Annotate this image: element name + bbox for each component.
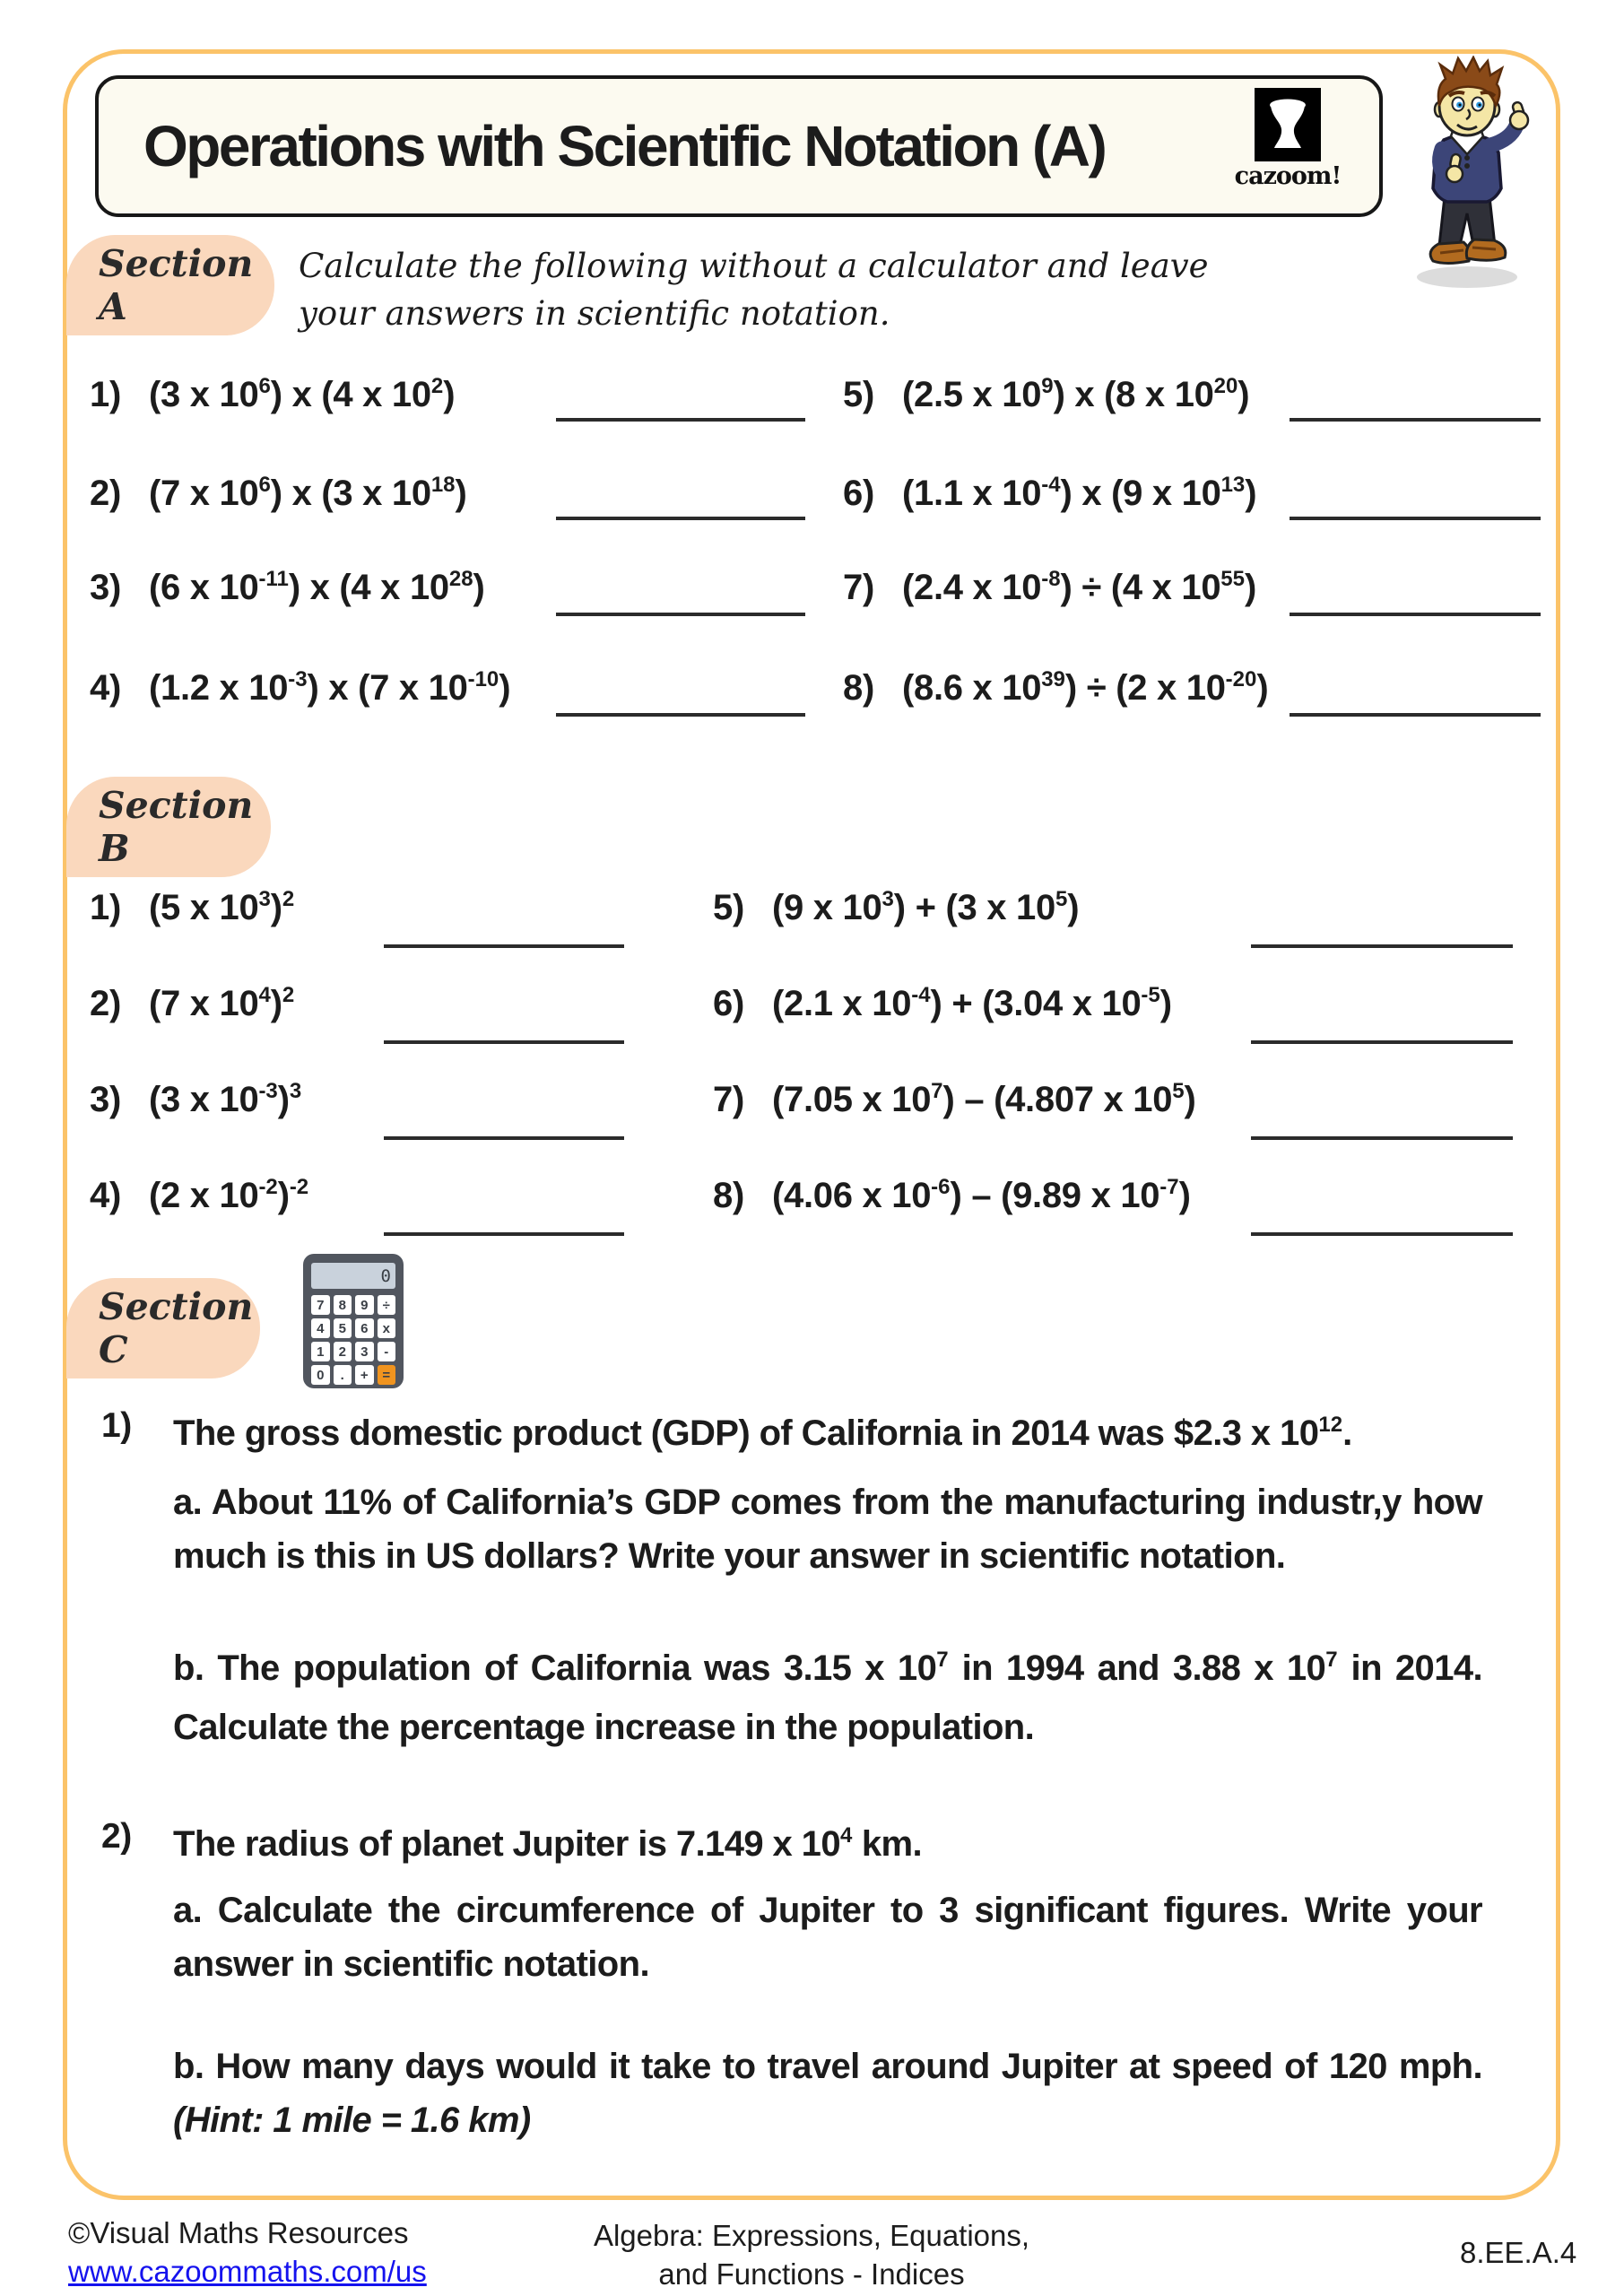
problem-number: 6) xyxy=(843,474,874,513)
problem-row xyxy=(90,888,294,928)
problem-number: 3) xyxy=(90,568,121,607)
mascot-boy-illustration xyxy=(1388,56,1545,293)
answer-line xyxy=(1251,1136,1513,1140)
page-title: Operations with Scientific Notation (A) xyxy=(143,114,1106,178)
answer-line xyxy=(1251,1232,1513,1236)
answer-line xyxy=(556,418,805,422)
problem-number: 5) xyxy=(843,375,874,414)
problem-row xyxy=(843,375,1249,415)
problem-expression: (1.1 x $10^{-4}$) x (9 x $10^{13}$) xyxy=(902,473,1257,513)
answer-line xyxy=(556,517,805,520)
calculator-icon xyxy=(303,1254,404,1388)
problem-row xyxy=(843,568,1256,608)
answer-line xyxy=(384,1136,624,1140)
calc-key: x xyxy=(378,1318,396,1338)
problem-expression: (2.1 x $10^{-4}) + (3.04$ x $10^{-5}$) xyxy=(772,983,1172,1023)
problem-expression: (2 x $10^{-2})^{-2}$ xyxy=(149,1175,309,1215)
section-b-label-text: Section B xyxy=(99,784,254,870)
problem-number: 2) xyxy=(101,1817,132,1856)
problem-expression: (3 x $10^6$) x (4 x $10^2$) xyxy=(149,374,456,414)
answer-line xyxy=(384,944,624,948)
calc-key: 6 xyxy=(355,1318,374,1338)
calc-key: 9 xyxy=(355,1295,374,1315)
problem-number: 7) xyxy=(713,1080,744,1119)
section-a-label-text: Section A xyxy=(99,242,254,328)
footer-copyright: ©Visual Maths Resources xyxy=(68,2216,409,2249)
answer-line xyxy=(1251,1040,1513,1044)
problem-row xyxy=(713,888,1079,928)
problem-expression: (7.05 x $10^7) - (4.807$ x $10^5$) xyxy=(772,1079,1196,1119)
problem-row xyxy=(90,1080,301,1120)
problem-expression: (4.06 x $10^{-6}) - (9.89$ x $10^{-7}$) xyxy=(772,1175,1191,1215)
answer-line xyxy=(1290,713,1541,717)
answer-line xyxy=(556,613,805,616)
brand-name: cazoom! xyxy=(1234,162,1342,190)
calc-key: . xyxy=(334,1365,352,1385)
title-box xyxy=(95,75,1383,217)
footer-link[interactable]: www.cazoommaths.com/us xyxy=(68,2255,427,2288)
problem-number: 1) xyxy=(101,1406,132,1445)
footer-standard-code: 8.EE.A.4 xyxy=(1460,2236,1577,2269)
part-a-text: a. Calculate the circumference of Jupiter to 3 significant figures. Write your answer in scientific notation. xyxy=(173,1891,1482,1984)
answer-line xyxy=(1290,613,1541,616)
problem-number: 1) xyxy=(90,375,121,414)
part-a-text: a. About 11% of California’s GDP comes from the manufacturing industr,y how much is this in US dollars? Write your answer in scientific notation. xyxy=(173,1483,1482,1576)
problem-number: 2) xyxy=(90,984,121,1023)
brand-logo xyxy=(1234,88,1342,190)
calc-key: 5 xyxy=(334,1318,352,1338)
hint-text: (Hint: 1 mile = 1.6 km) xyxy=(173,2100,531,2140)
problem-expression: (8.6 x $10^{39}) \div (2$ x $10^{-20}$) xyxy=(902,667,1269,708)
problem-row xyxy=(90,1176,308,1216)
calculator-display: 0 xyxy=(311,1263,395,1289)
footer-topic-line2: and Functions - Indices xyxy=(658,2257,965,2291)
problem-number: 2) xyxy=(90,474,121,513)
problem-number: 7) xyxy=(843,568,874,607)
section-a-instructions: Calculate the following without a calculator and leave your answers in scientific notation. xyxy=(299,247,1209,333)
page-border xyxy=(63,49,1560,2200)
problem-expression: (5 x $10^3)^2$ xyxy=(149,887,295,927)
calc-key: + xyxy=(355,1365,374,1385)
problem-number: 1) xyxy=(90,888,121,927)
problem-number: 6) xyxy=(713,984,744,1023)
problem-expression: (1.2 x $10^{-3}$) x (7 x $10^{-10}$) xyxy=(149,667,511,708)
problem-number: 8) xyxy=(843,668,874,708)
answer-line xyxy=(384,1232,624,1236)
calc-key: - xyxy=(378,1342,396,1361)
problem-expression: (2.5 x $10^9$) x (8 x $10^{20}$) xyxy=(902,374,1250,414)
section-b-label xyxy=(66,777,271,877)
problem-row xyxy=(90,568,485,608)
problem-text: The radius of planet Jupiter is 7.149 x $10^4$ km. xyxy=(173,1823,922,1864)
calc-key: 7 xyxy=(311,1295,330,1315)
problem-expression: (3 x $10^{-3})^3$ xyxy=(149,1079,302,1119)
calc-key: 0 xyxy=(311,1365,330,1385)
part-b-text: b. The population of California was 3.15 x $10^7$ in 1994 and 3.88 x $10^7$ in 2014. Calculate the percentage increase in the population. xyxy=(173,1648,1482,1747)
problem-row xyxy=(90,474,467,514)
problem-row xyxy=(90,668,510,709)
footer-topic xyxy=(507,2216,1116,2293)
problem-number: 4) xyxy=(90,668,121,708)
drum-icon xyxy=(1255,88,1321,161)
calc-key: 3 xyxy=(355,1342,374,1361)
section-c-label-text: Section C xyxy=(99,1285,254,1371)
calc-key-equals: = xyxy=(378,1365,396,1385)
problem-row xyxy=(90,375,455,415)
problem-text: The gross domestic product (GDP) of California in 2014 was $2.3 x $10^{12}$. xyxy=(173,1413,1352,1453)
answer-line xyxy=(556,713,805,717)
calc-key: 2 xyxy=(334,1342,352,1361)
calculator-keys xyxy=(311,1295,395,1385)
calc-key: 1 xyxy=(311,1342,330,1361)
problem-row xyxy=(90,984,294,1024)
problem-expression: (7 x $10^6$) x (3 x $10^{18}$) xyxy=(149,473,467,513)
problem-number: 5) xyxy=(713,888,744,927)
part-b-main: b. How many days would it take to travel around Jupiter at speed of 120 mph. xyxy=(173,2047,1482,2086)
section-c-label xyxy=(66,1278,260,1378)
calc-key: 8 xyxy=(334,1295,352,1315)
problem-expression: (9 x $10^3) + (3$ x $10^5$) xyxy=(772,887,1080,927)
problem-row xyxy=(843,474,1256,514)
problem-expression: (6 x $10^{-11}$) x (4 x $10^{28}$) xyxy=(149,567,485,607)
problem-row xyxy=(713,1080,1196,1120)
answer-line xyxy=(384,1040,624,1044)
problem-row xyxy=(713,984,1172,1024)
footer-topic-line1: Algebra: Expressions, Equations, xyxy=(593,2219,1030,2252)
problem-row xyxy=(843,668,1268,709)
section-a-label xyxy=(66,235,274,335)
answer-line xyxy=(1251,944,1513,948)
problem-number: 3) xyxy=(90,1080,121,1119)
calc-key: ÷ xyxy=(378,1295,396,1315)
problem-number: 4) xyxy=(90,1176,121,1215)
problem-expression: (2.4 x $10^{-8}) \div (4$ x $10^{55}$) xyxy=(902,567,1257,607)
answer-line xyxy=(1290,418,1541,422)
problem-row xyxy=(713,1176,1191,1216)
answer-line xyxy=(1290,517,1541,520)
part-b-text xyxy=(173,2039,1482,2147)
problem-number: 8) xyxy=(713,1176,744,1215)
calc-key: 4 xyxy=(311,1318,330,1338)
problem-expression: (7 x $10^4)^2$ xyxy=(149,983,295,1023)
